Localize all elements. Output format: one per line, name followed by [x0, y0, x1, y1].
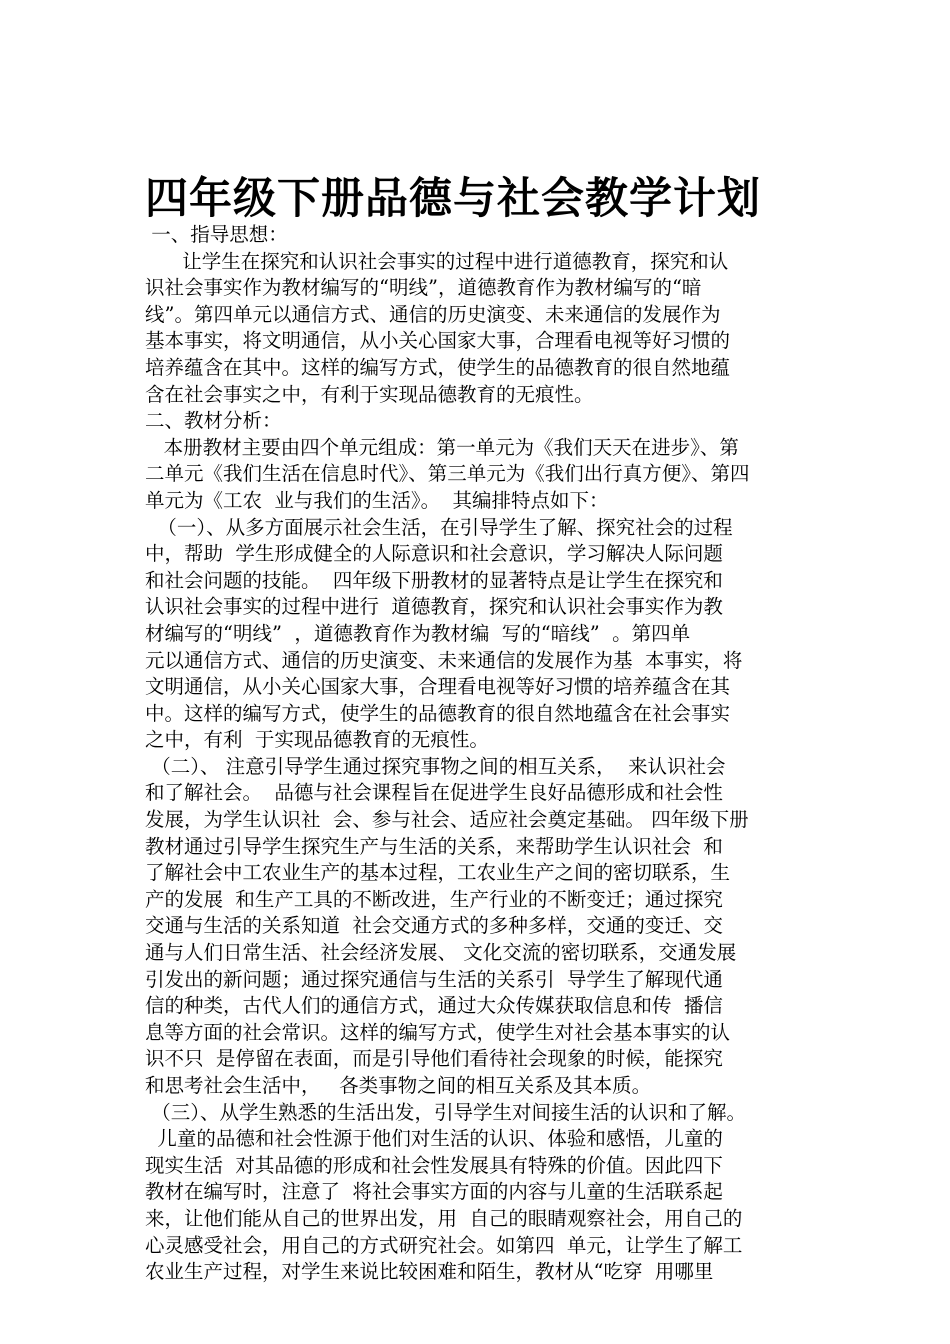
- body-line: 通与人们日常生活、社会经济发展、 文化交流的密切联系，交通发展: [145, 941, 737, 965]
- body-line: 二单元《我们生活在信息时代》、第三单元为《我们出行真方便》、第四: [145, 462, 750, 486]
- body-line: （二）、 注意引导学生通过探究事物之间的相互关系， 来认识社会: [145, 754, 726, 778]
- body-line: 培养蕴含在其中。这样的编写方式，使学生的品德教育的很自然地蕴: [145, 355, 731, 379]
- body-line: 来，让他们能从自己的世界出发，用 自己的眼睛观察社会，用自己的: [145, 1206, 743, 1230]
- body-line: 材编写的“明线” ，道德教育作为教材编 写的“暗线” 。第四单: [145, 621, 691, 645]
- body-line: 和思考社会生活中， 各类事物之间的相互关系及其本质。: [145, 1074, 652, 1097]
- body-line: 息等方面的社会常识。这样的编写方式，使学生对社会基本事实的认: [145, 1020, 731, 1044]
- body-line: 元以通信方式、通信的历史演变、未来通信的发展作为基 本事实，将: [145, 648, 743, 672]
- body-line: 信的种类，古代人们的通信方式，通过大众传媒获取信息和传 播信: [145, 994, 723, 1018]
- body-line: 产的发展 和生产工具的不断改进，生产行业的不断变迁；通过探究: [145, 887, 723, 911]
- body-line: 单元为《工农 业与我们的生活》。 其编排特点如下：: [145, 488, 609, 512]
- body-line: 发展，为学生认识社 会、参与社会、适应社会奠定基础。 四年级下册: [145, 808, 749, 832]
- body-line: 儿童的品德和社会性源于他们对生活的认识、体验和感悟，儿童的: [145, 1127, 723, 1151]
- body-line: 和了解社会。 品德与社会课程旨在促进学生良好品德形成和社会性: [145, 781, 723, 805]
- body-line: 之中，有利 于实现品德教育的无痕性。: [145, 728, 489, 752]
- body-line: 交通与生活的关系知道 社会交通方式的多种多样，交通的变迁、交: [145, 914, 723, 938]
- body-line: 心灵感受社会，用自己的方式研究社会。如第四 单元，让学生了解工: [145, 1233, 743, 1257]
- body-line: 线”。第四单元以通信方式、通信的历史演变、未来通信的发展作为: [145, 302, 721, 326]
- body-line: 二、教材分析：: [145, 409, 282, 433]
- body-line: 教材通过引导学生探究生产与生活的关系，来帮助学生认识社会 和: [145, 834, 723, 858]
- body-line: 基本事实，将文明通信，从小关心国家大事，合理看电视等好习惯的: [145, 329, 731, 353]
- body-line: 和社会问题的技能。 四年级下册教材的显著特点是让学生在探究和: [145, 568, 723, 592]
- body-line: 识社会事实作为教材编写的“明线”，道德教育作为教材编写的“暗: [145, 276, 702, 300]
- body-line: 中，帮助 学生形成健全的人际意识和社会意识，学习解决人际问题: [145, 542, 723, 566]
- body-line: 了解社会中工农业生产的基本过程，工农业生产之间的密切联系，生: [145, 861, 731, 885]
- body-line: 教材在编写时，注意了 将社会事实方面的内容与儿童的生活联系起: [145, 1180, 723, 1204]
- body-line: 中。这样的编写方式，使学生的品德教育的很自然地蕴含在社会事实: [145, 701, 731, 725]
- body-line: 一、指导思想：: [145, 223, 288, 246]
- body-line: 含在社会事实之中，有利于实现品德教育的无痕性。: [145, 382, 594, 406]
- body-line: 本册教材主要由四个单元组成：第一单元为《我们天天在进步》、第: [145, 435, 739, 459]
- document-body: [145, 222, 815, 1286]
- body-line: 认识社会事实的过程中进行 道德教育，探究和认识社会事实作为教: [145, 595, 723, 619]
- body-line: 文明通信，从小关心国家大事，合理看电视等好习惯的培养蕴含在其: [145, 675, 731, 699]
- body-line: 识不只 是停留在表面，而是引导他们看待社会现象的时候，能探究: [145, 1047, 723, 1071]
- body-line: 农业生产过程，对学生来说比较困难和陌生，教材从“吃穿 用哪里: [145, 1260, 714, 1284]
- document-title: 四年级下册品德与社会教学计划: [145, 174, 761, 224]
- body-line: （一）、从多方面展示社会生活，在引导学生了解、探究社会的过程: [145, 515, 733, 539]
- body-line: 引发出的新问题；通过探究通信与生活的关系引 导学生了解现代通: [145, 967, 723, 991]
- body-line: 现实生活 对其品德的形成和社会性发展具有特殊的价值。因此四下: [145, 1153, 723, 1177]
- body-line: 让学生在探究和认识社会事实的过程中进行道德教育，探究和认: [145, 249, 729, 273]
- body-line: （三）、从学生熟悉的生活出发，引导学生对间接生活的认识和了解。: [145, 1100, 746, 1124]
